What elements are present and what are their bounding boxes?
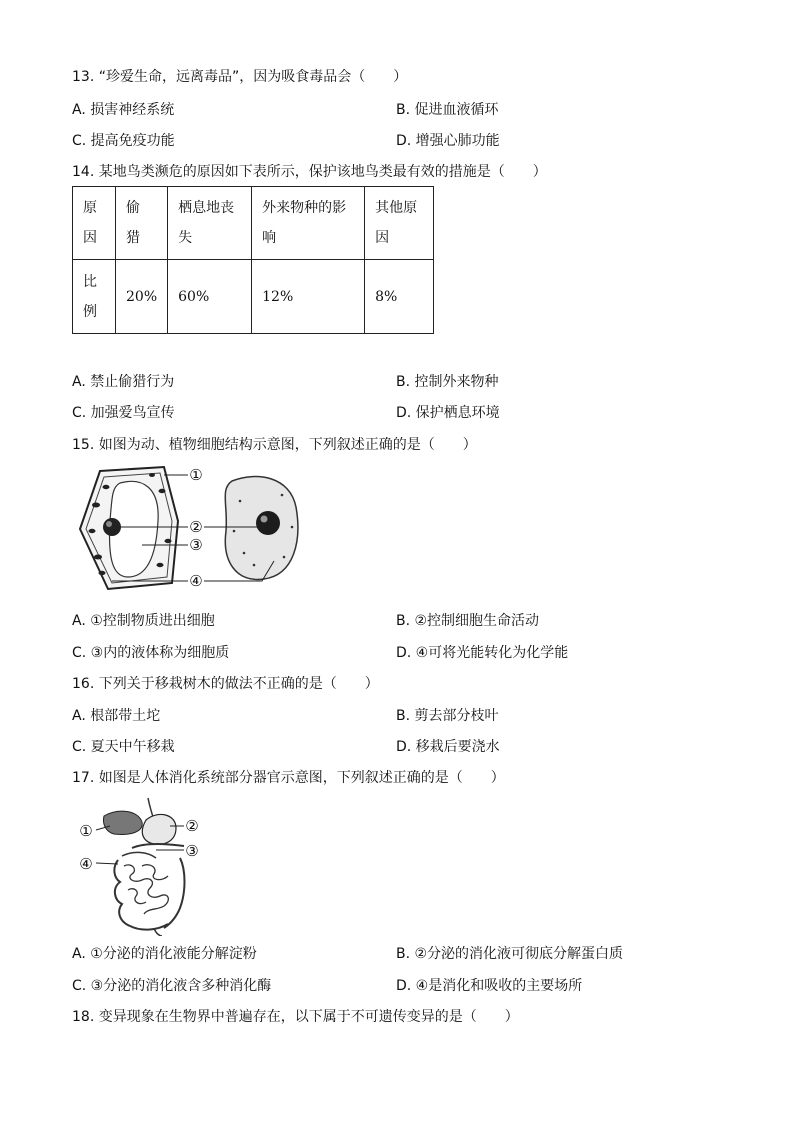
digestive-label-3: ③	[185, 842, 199, 860]
question-16-stem: 16. 下列关于移栽树木的做法不正确的是（ ）	[72, 676, 379, 692]
q15-option-a: A. ①控制物质进出细胞	[72, 613, 215, 629]
table-value-row	[73, 260, 434, 334]
header-cell-habitat-loss: 栖息地丧 失	[168, 187, 252, 260]
cell-label-1: ①	[189, 466, 203, 484]
q15-option-b: B. ②控制细胞生命活动	[396, 613, 540, 629]
question-17-stem: 17. 如图是人体消化系统部分器官示意图，下列叙述正确的是（ ）	[72, 770, 505, 786]
digestive-organs-figure	[103, 798, 184, 936]
header-cell-reason: 原 因	[73, 187, 116, 260]
question-18-stem: 18. 变异现象在生物界中普遍存在，以下属于不可遗传变异的是（ ）	[72, 1009, 519, 1025]
bird-endangerment-table	[72, 186, 434, 334]
cell-structure-diagram	[72, 461, 332, 596]
q15-option-c: C. ③内的液体称为细胞质	[72, 645, 230, 661]
table-header-row	[73, 187, 434, 260]
header-cell-invasive-species: 外来物种的影 响	[252, 187, 365, 260]
q17-option-c: C. ③分泌的消化液含多种消化酶	[72, 978, 272, 994]
question-13-stem: 13. “珍爱生命，远离毒品”，因为吸食毒品会（ ）	[72, 69, 408, 85]
q17-option-b: B. ②分泌的消化液可彻底分解蛋白质	[396, 946, 624, 962]
q17-option-a: A. ①分泌的消化液能分解淀粉	[72, 946, 257, 962]
value-cell-poaching: 20%	[116, 260, 168, 334]
q14-option-d: D. 保护栖息环境	[396, 405, 500, 421]
row-label-proportion: 比 例	[73, 260, 116, 334]
q14-option-c: C. 加强爱鸟宣传	[72, 405, 175, 421]
plant-cell-figure	[80, 467, 178, 589]
q15-option-d: D. ④可将光能转化为化学能	[396, 645, 569, 661]
cell-label-2: ②	[189, 518, 203, 536]
value-cell-habitat-loss: 60%	[168, 260, 252, 334]
cell-label-3: ③	[189, 536, 203, 554]
q13-option-b: B. 促进血液循环	[396, 102, 499, 118]
q16-option-d: D. 移栽后要浇水	[396, 739, 500, 755]
question-15-stem: 15. 如图为动、植物细胞结构示意图，下列叙述正确的是（ ）	[72, 437, 477, 453]
q13-option-c: C. 提高免疫功能	[72, 133, 175, 149]
animal-cell-figure	[225, 477, 298, 580]
value-cell-other: 8%	[365, 260, 434, 334]
digestive-label-1: ①	[79, 822, 93, 840]
header-cell-other: 其他原 因	[365, 187, 434, 260]
q16-option-c: C. 夏天中午移栽	[72, 739, 175, 755]
q16-option-b: B. 剪去部分枝叶	[396, 708, 499, 724]
q14-option-b: B. 控制外来物种	[396, 374, 499, 390]
digestive-label-4: ④	[79, 855, 93, 873]
q13-option-d: D. 增强心肺功能	[396, 133, 500, 149]
q17-option-d: D. ④是消化和吸收的主要场所	[396, 978, 583, 994]
value-cell-invasive-species: 12%	[252, 260, 365, 334]
cell-label-4: ④	[189, 572, 203, 590]
q13-option-a: A. 损害神经系统	[72, 102, 175, 118]
q16-option-a: A. 根部带土坨	[72, 708, 161, 724]
digestive-label-2: ②	[185, 817, 199, 835]
question-14-stem: 14. 某地鸟类濒危的原因如下表所示，保护该地鸟类最有效的措施是（ ）	[72, 164, 547, 180]
header-cell-poaching: 偷 猎	[116, 187, 168, 260]
q14-option-a: A. 禁止偷猎行为	[72, 374, 175, 390]
digestive-system-diagram	[72, 796, 212, 936]
